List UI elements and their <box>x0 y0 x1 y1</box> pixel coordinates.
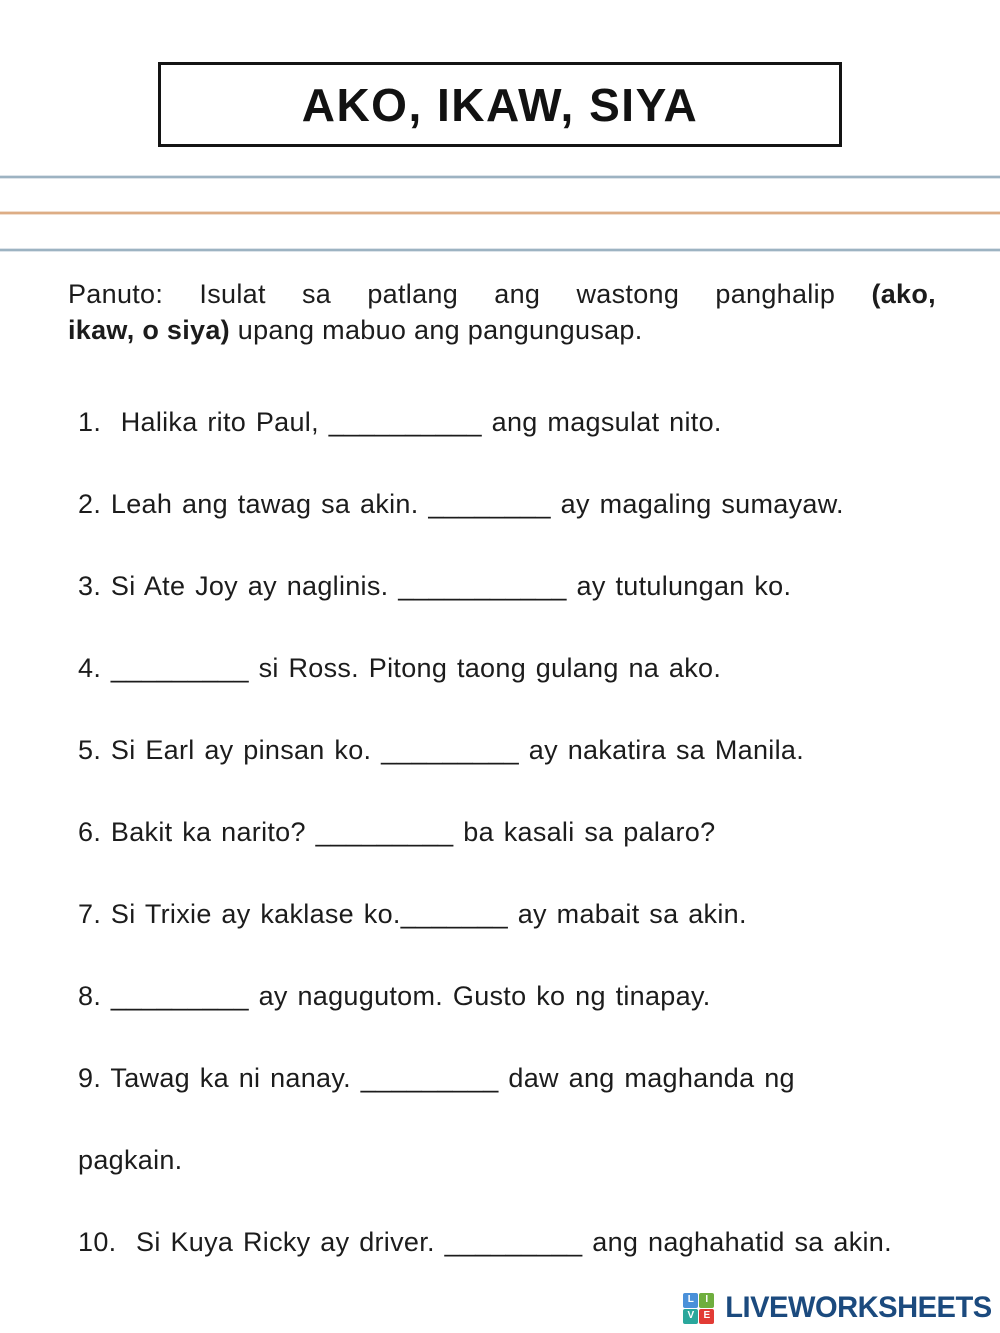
instructions-line-1 <box>68 276 936 312</box>
decor-line-blue-top <box>0 176 1000 178</box>
logo-tile-i: I <box>699 1293 714 1308</box>
exercise-row-9-continuation: pagkain. <box>78 1145 183 1175</box>
liveworksheets-brand-link[interactable] <box>683 1291 992 1325</box>
exercise-row-5: 5. Si Earl ay pinsan ko. _________ ay nakatira sa Manila. <box>78 735 805 765</box>
exercise-row-8: 8. _________ ay nagugutom. Gusto ko ng tinapay. <box>78 981 711 1011</box>
exercise-row-1: 1. Halika rito Paul, __________ ang magsulat nito. <box>78 407 722 437</box>
instructions-text-bold: (ako, <box>871 279 936 309</box>
instructions <box>68 276 936 348</box>
brand-text: LIVEWORKSHEETS <box>725 1291 992 1324</box>
page-title: AKO, IKAW, SIYA <box>301 78 699 131</box>
liveworksheets-logo-icon <box>683 1293 714 1324</box>
title-box <box>158 62 842 147</box>
instructions-text-bold-2: ikaw, o siya) <box>68 315 230 345</box>
logo-tile-v: V <box>683 1309 698 1324</box>
instructions-text-normal: Panuto: Isulat sa patlang ang wastong panghalip <box>68 279 836 309</box>
exercise-row-6: 6. Bakit ka narito? _________ ba kasali sa palaro? <box>78 817 716 847</box>
exercise-list <box>78 406 958 1308</box>
decor-line-blue-bottom <box>0 249 1000 251</box>
exercise-row-2: 2. Leah ang tawag sa akin. ________ ay magaling sumayaw. <box>78 489 844 519</box>
instructions-line-2 <box>68 312 936 348</box>
exercise-row-7: 7. Si Trixie ay kaklase ko._______ ay mabait sa akin. <box>78 899 747 929</box>
instructions-text-normal-2: upang mabuo ang pangungusap. <box>237 315 643 345</box>
exercise-row-3: 3. Si Ate Joy ay naglinis. ___________ ay tutulungan ko. <box>78 571 792 601</box>
exercise-row-10: 10. Si Kuya Ricky ay driver. _________ ang naghahatid sa akin. <box>78 1227 892 1257</box>
exercise-row-4: 4. _________ si Ross. Pitong taong gulang na ako. <box>78 653 722 683</box>
exercise-row-9: 9. Tawag ka ni nanay. _________ daw ang maghanda ng <box>78 1063 795 1093</box>
logo-tile-l: L <box>683 1293 698 1308</box>
logo-tile-e: E <box>699 1309 714 1324</box>
decor-line-orange <box>0 212 1000 214</box>
